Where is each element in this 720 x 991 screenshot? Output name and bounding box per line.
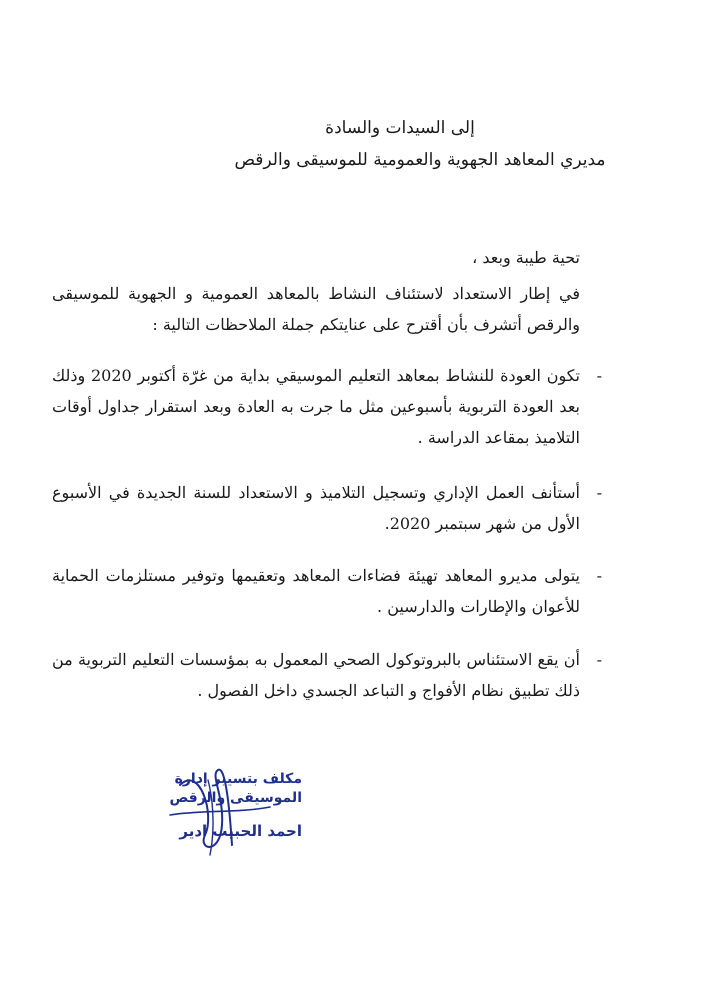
list-item-text: يتولى مديرو المعاهد تهيئة فضاءات المعاهد وتعقيمها وتوفير مستلزمات الحماية للأعوان والإطارات والدارسين .	[52, 566, 580, 616]
addressee-line-1: إلى السيدات والسادة	[325, 118, 475, 138]
list-item-text: أستأنف العمل الإداري وتسجيل التلاميذ و الاستعداد للسنة الجديدة في الأسبوع الأول من شهر سبتمبر 2020.	[52, 483, 580, 533]
signature-title-line-1: مكلف بتسيير إدارة	[174, 771, 302, 787]
greeting: تحية طيبة وبعد ،	[472, 248, 580, 267]
list-item	[52, 560, 602, 622]
signature-name: احمد الحبيب ادير	[179, 822, 302, 840]
addressee-line-2: مديري المعاهد الجهوية والعمومية للموسيقى والرقص	[234, 150, 606, 170]
list-item	[52, 644, 602, 706]
list-item	[52, 477, 602, 539]
bullet-dash: -	[596, 483, 602, 502]
addressee-block	[120, 112, 720, 176]
intro-paragraph: في إطار الاستعداد لاستئناف النشاط بالمعاهد العمومية و الجهوية للموسيقى والرقص أتشرف بأن أقترح على عنايتكم جملة الملاحظات التالية :	[52, 284, 580, 334]
bullet-dash: -	[596, 566, 602, 585]
bullet-dash: -	[596, 650, 602, 669]
list-item-text: أن يقع الاستئناس بالبروتوكول الصحي المعمول به بمؤسسات التعليم التربوية من ذلك تطبيق نظام الأفواج و التباعد الجسدي داخل الفصول .	[52, 650, 580, 700]
bullet-dash: -	[596, 366, 602, 385]
signature-title-line-2: الموسيقى والرقص	[169, 790, 302, 806]
list-item-text: تكون العودة للنشاط بمعاهد التعليم الموسيقي بداية من غرّة أكتوبر 2020 وذلك بعد العودة التربوية بأسبوعين مثل ما جرت به العادة وبعد استقرار جداول أوقات التلاميذ بمقاعد الدراسة .	[52, 366, 580, 447]
handwritten-signature-icon	[160, 755, 280, 865]
list-item	[52, 360, 602, 453]
